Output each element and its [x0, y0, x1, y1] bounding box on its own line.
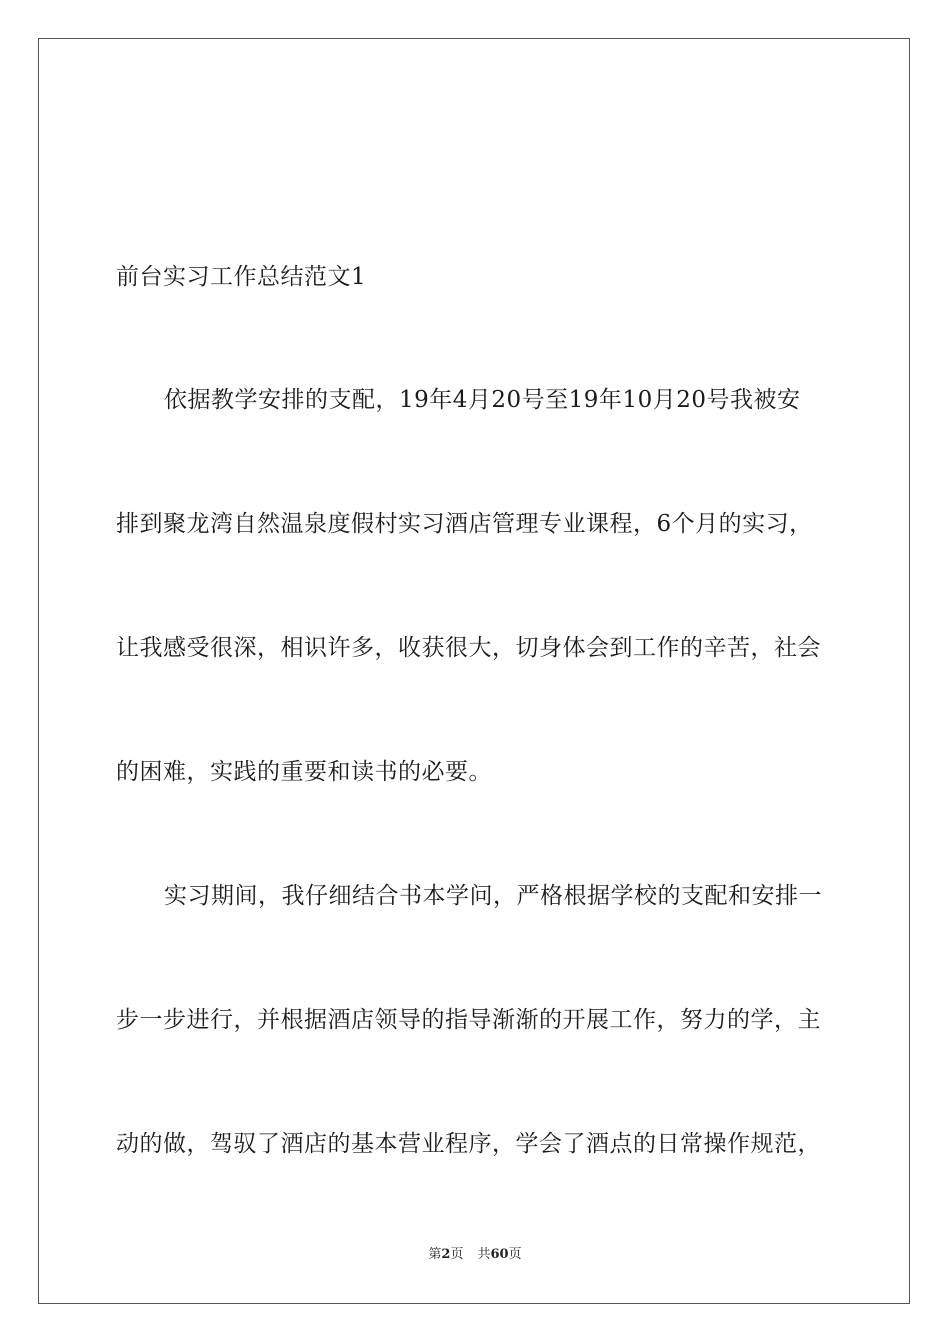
paragraph-2-line-3: 动的做，驾驭了酒店的基本营业程序，学会了酒点的日常操作规范，: [116, 1131, 821, 1157]
page-footer: [0, 1246, 950, 1264]
paragraph-1-line-4: 的困难，实践的重要和读书的必要。: [116, 759, 492, 785]
page-total: 60: [490, 1247, 509, 1262]
paragraph-1-line-1: 依据教学安排的支配，19年4月20号至19年10月20号我被安: [164, 387, 801, 413]
paragraph-1-line-2: 排到聚龙湾自然温泉度假村实习酒店管理专业课程，6个月的实习，: [116, 511, 813, 537]
paragraph-2-line-1: 实习期间，我仔细结合书本学问，严格根据学校的支配和安排一: [164, 883, 822, 909]
paragraph-1-line-3: 让我感受很深，相识许多，收获很大，切身体会到工作的辛苦，社会: [116, 635, 821, 661]
paragraph-2-line-2: 步一步进行，并根据酒店领导的指导渐渐的开展工作，努力的学，主: [116, 1007, 821, 1033]
page-prefix: 第: [428, 1247, 442, 1262]
page-suffix: 页: [450, 1247, 464, 1262]
total-prefix: 共: [477, 1247, 491, 1262]
page-border: [38, 38, 910, 1304]
document-title: 前台实习工作总结范文1: [116, 264, 367, 290]
total-suffix: 页: [508, 1247, 522, 1262]
page-current: 2: [441, 1247, 451, 1262]
